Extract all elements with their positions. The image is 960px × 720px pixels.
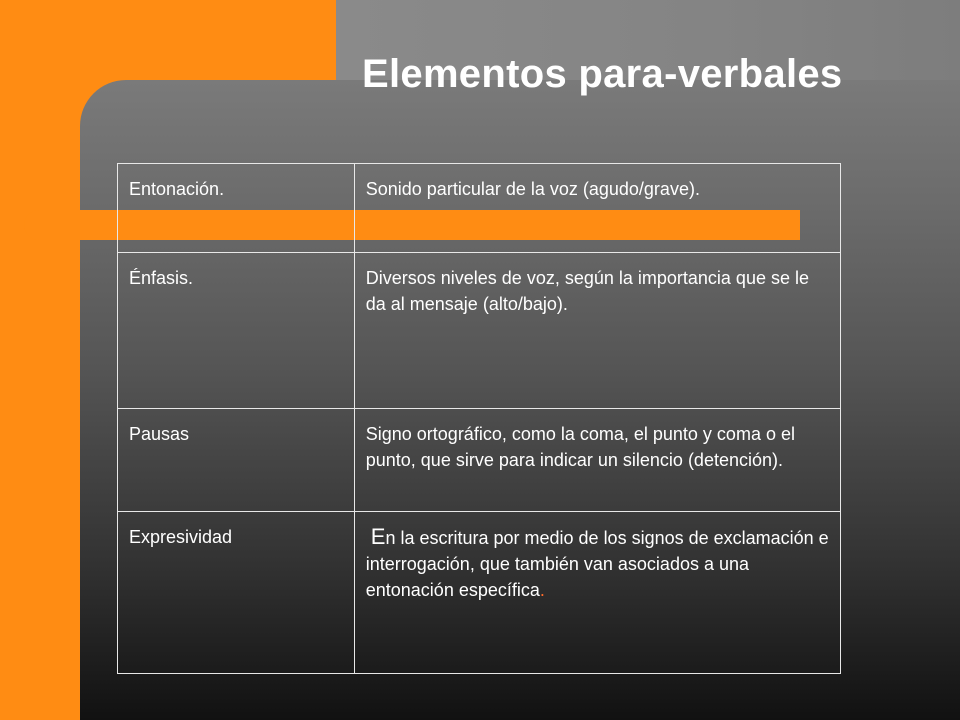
definition-text: n la escritura por medio de los signos de exclamación e interrogación, que también van asociados a una entonación específica — [365, 528, 829, 600]
term-cell: Énfasis. — [118, 253, 355, 409]
definition-end: . — [539, 580, 545, 600]
term-cell: Pausas — [118, 409, 355, 512]
definition-initial: E — [370, 524, 386, 549]
orange-left-bar — [0, 0, 80, 720]
definition-cell: Signo ortográfico, como la coma, el punto y coma o el punto, que sirve para indicar un silencio (detención). — [354, 409, 840, 512]
table-row — [118, 253, 841, 409]
definition-cell: Diversos niveles de voz, según la importancia que se le da al mensaje (alto/bajo). — [354, 253, 840, 409]
table-row — [118, 164, 841, 253]
slide-title: Elementos para-verbales — [362, 52, 843, 96]
orange-top-left-block — [0, 0, 336, 78]
definition-cell: Sonido particular de la voz (agudo/grave). — [354, 164, 840, 253]
table-row — [118, 512, 841, 674]
definitions-table — [117, 163, 841, 674]
table-row — [118, 409, 841, 512]
definition-cell — [354, 512, 840, 674]
term-cell: Entonación. — [118, 164, 355, 253]
term-cell: Expresividad — [118, 512, 355, 674]
